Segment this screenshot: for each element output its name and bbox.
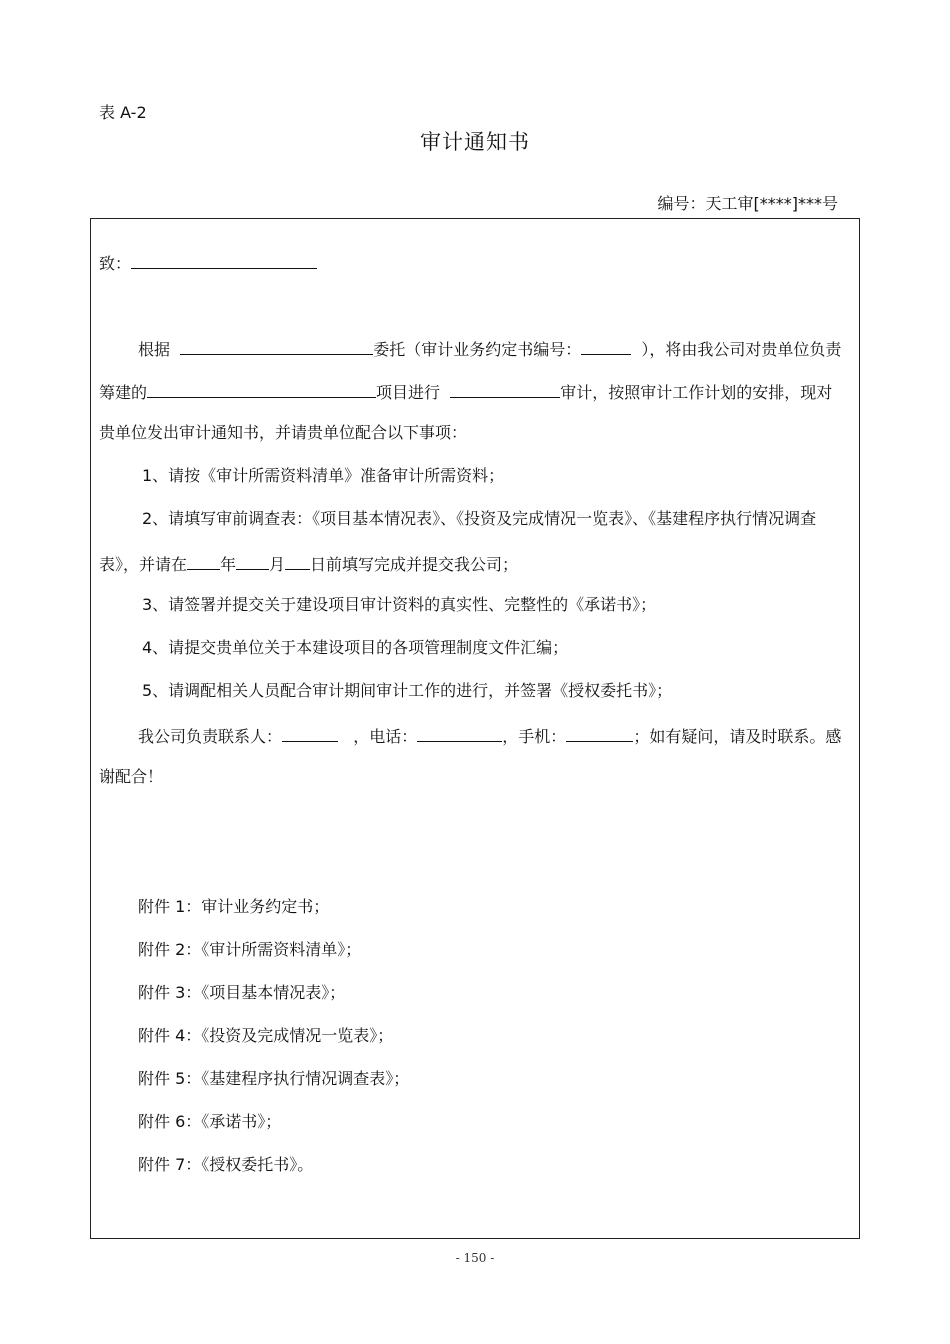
list-item-continuation xyxy=(99,551,518,576)
attachment-item: 附件 2：《审计所需资料清单》； xyxy=(138,940,362,959)
list-item: 3、请签署并提交关于建设项目审计资料的真实性、完整性的《承诺书》； xyxy=(142,595,657,614)
recipient-line xyxy=(99,250,317,275)
mobile-blank[interactable] xyxy=(566,723,633,742)
page-number: - 150 - xyxy=(455,1251,495,1265)
year-blank[interactable] xyxy=(187,551,220,570)
text-segment: 项目进行 xyxy=(376,383,441,402)
paragraph-line xyxy=(99,379,832,404)
paragraph-line xyxy=(99,422,467,444)
attachment-item: 附件 5：《基建程序执行情况调查表》； xyxy=(138,1069,410,1088)
year-label: 年 xyxy=(220,555,237,574)
attachment-item: 附件 3：《项目基本情况表》； xyxy=(138,983,346,1002)
list-item: 2、请填写审前调查表：《项目基本情况表》、《投资及完成情况一览表》、《基建程序执行情况调查 xyxy=(142,509,817,528)
text-segment: 日前填写完成并提交我公司； xyxy=(310,555,519,574)
recipient-blank[interactable] xyxy=(131,250,317,269)
phone-label: ，电话： xyxy=(353,727,418,746)
page-title: 审计通知书 xyxy=(420,130,530,154)
month-label: 月 xyxy=(269,555,286,574)
text-segment: ），将由我公司对贵单位负责 xyxy=(641,340,842,359)
project-name-blank[interactable] xyxy=(147,379,376,398)
mobile-label: ，手机： xyxy=(502,727,567,746)
list-item: 5、请调配相关人员配合审计期间审计工作的进行，并签署《授权委托书》； xyxy=(142,681,673,700)
list-item: 1、请按《审计所需资料清单》准备审计所需资料； xyxy=(142,466,505,485)
attachment-item: 附件 6：《承诺书》； xyxy=(138,1112,282,1131)
form-code: 表 A-2 xyxy=(99,103,147,122)
text-segment: 贵单位发出审计通知书，并请贵单位配合以下事项： xyxy=(99,423,468,442)
text-segment: 筹建的 xyxy=(99,383,148,402)
text-segment: 委托（审计业务约定书编号： xyxy=(373,340,582,359)
paragraph-line xyxy=(138,336,841,361)
attachment-item: 附件 1：审计业务约定书； xyxy=(138,897,330,916)
audit-type-blank[interactable] xyxy=(450,379,560,398)
contract-number-blank[interactable] xyxy=(581,336,631,355)
list-item: 4、请提交贵单位关于本建设项目的各项管理制度文件汇编； xyxy=(142,638,569,657)
month-blank[interactable] xyxy=(236,551,269,570)
contact-line-end: 谢配合！ xyxy=(99,767,164,786)
text-segment: 根据 xyxy=(138,340,171,359)
phone-blank[interactable] xyxy=(417,723,502,742)
attachment-item: 附件 4：《投资及完成情况一览表》； xyxy=(138,1026,394,1045)
text-segment: ；如有疑问，请及时联系。感 xyxy=(633,727,842,746)
client-blank[interactable] xyxy=(180,336,373,355)
text-segment: 表》，并请在 xyxy=(99,555,188,574)
contact-line xyxy=(138,723,841,748)
recipient-label: 致： xyxy=(99,254,132,273)
document-number: 编号：天工审[****]***号 xyxy=(657,194,838,213)
contact-person-blank[interactable] xyxy=(282,723,338,742)
contact-person-label: 我公司负责联系人： xyxy=(138,727,283,746)
text-segment: 审计，按照审计工作计划的安排，现对 xyxy=(560,383,833,402)
day-blank[interactable] xyxy=(285,551,310,570)
attachment-item: 附件 7：《授权委托书》。 xyxy=(138,1155,314,1174)
